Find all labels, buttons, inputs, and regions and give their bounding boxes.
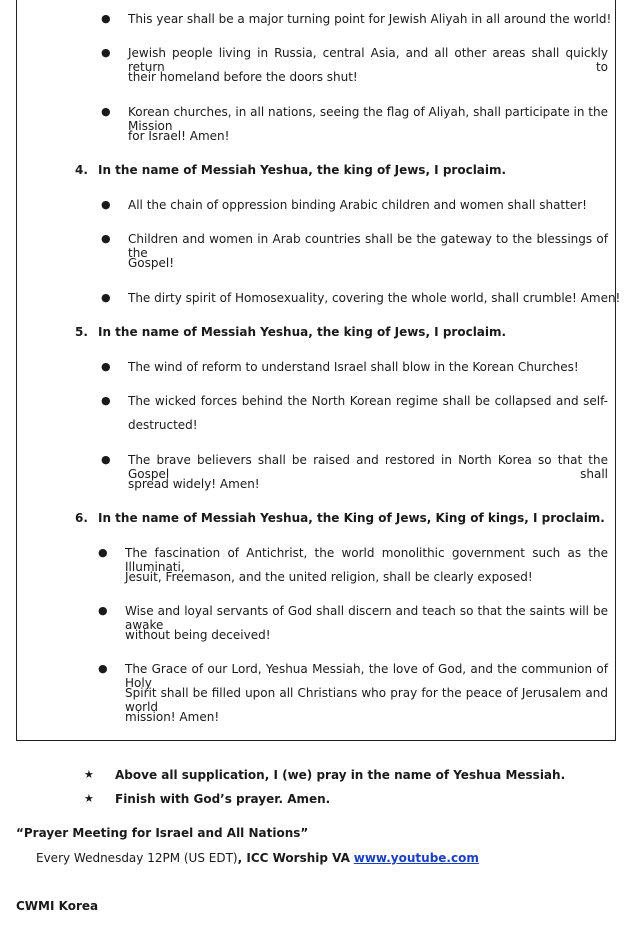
star-icon: ★ (84, 768, 94, 781)
list-item: The brave believers shall be raised and restored in North Korea so that the Gospel shall (128, 453, 608, 481)
bullet-icon: ● (98, 662, 108, 675)
star-icon: ★ (84, 792, 94, 805)
list-item: The fascination of Antichrist, the world monolithic government such as the Illuminati, (125, 546, 608, 574)
section-heading: In the name of Messiah Yeshua, the King of Jews, King of kings, I proclaim. (98, 511, 605, 525)
list-item-cont: spread widely! Amen! (128, 477, 260, 491)
section-number: 6. (75, 511, 88, 525)
list-item: This year shall be a major turning point for Jewish Aliyah in all around the world! (128, 12, 612, 26)
meeting-title: “Prayer Meeting for Israel and All Nations” (16, 826, 309, 840)
list-item: All the chain of oppression binding Arabic children and women shall shatter! (128, 198, 587, 212)
list-item: Korean churches, in all nations, seeing the flag of Aliyah, shall participate in the Mission (128, 105, 608, 133)
meeting-details (36, 851, 479, 865)
bullet-icon: ● (101, 46, 111, 59)
youtube-link[interactable]: www.youtube.com (353, 851, 479, 865)
bullet-icon: ● (101, 360, 111, 373)
meeting-separator: , (237, 851, 247, 865)
bullet-icon: ● (98, 604, 108, 617)
meeting-schedule: Every Wednesday 12PM (US EDT) (36, 851, 238, 865)
list-item: The Grace of our Lord, Yeshua Messiah, the love of God, and the communion of Holy (125, 662, 608, 690)
list-item-cont: their homeland before the doors shut! (128, 70, 358, 84)
bullet-icon: ● (101, 453, 111, 466)
bullet-icon: ● (101, 394, 111, 407)
list-item: The wicked forces behind the North Korean regime shall be collapsed and self- (128, 394, 608, 408)
list-item-cont: Gospel! (128, 256, 175, 270)
bullet-icon: ● (101, 198, 111, 211)
list-item: Jewish people living in Russia, central Asia, and all other areas shall quickly return to (128, 46, 608, 74)
list-item: Wise and loyal servants of God shall discern and teach so that the saints will be awake (125, 604, 608, 632)
list-item: Children and women in Arab countries shall be the gateway to the blessings of the (128, 232, 608, 260)
section-number: 5. (75, 325, 88, 339)
list-item-cont: for Israel! Amen! (128, 129, 230, 143)
section-heading: In the name of Messiah Yeshua, the king of Jews, I proclaim. (98, 325, 507, 339)
section-heading: In the name of Messiah Yeshua, the king of Jews, I proclaim. (98, 163, 507, 177)
list-item-cont: without being deceived! (125, 628, 271, 642)
closing-line: Above all supplication, I (we) pray in the name of Yeshua Messiah. (115, 768, 566, 782)
list-item-cont: Spirit shall be filled upon all Christians who pray for the peace of Jerusalem and world (125, 686, 608, 714)
bullet-icon: ● (101, 291, 111, 304)
bullet-icon: ● (101, 12, 111, 25)
section-number: 4. (75, 163, 88, 177)
bullet-icon: ● (101, 105, 111, 118)
list-item-cont: destructed! (128, 418, 198, 432)
meeting-venue: ICC Worship VA (246, 851, 350, 865)
bullet-icon: ● (101, 232, 111, 245)
list-item: The wind of reform to understand Israel shall blow in the Korean Churches! (128, 360, 579, 374)
list-item-cont: Jesuit, Freemason, and the united religion, shall be clearly exposed! (125, 570, 533, 584)
list-item: The dirty spirit of Homosexuality, covering the whole world, shall crumble! Amen! (128, 291, 621, 305)
closing-line: Finish with God’s prayer. Amen. (115, 792, 331, 806)
list-item-cont: mission! Amen! (125, 710, 220, 724)
footer-org: CWMI Korea (16, 899, 99, 913)
bullet-icon: ● (98, 546, 108, 559)
